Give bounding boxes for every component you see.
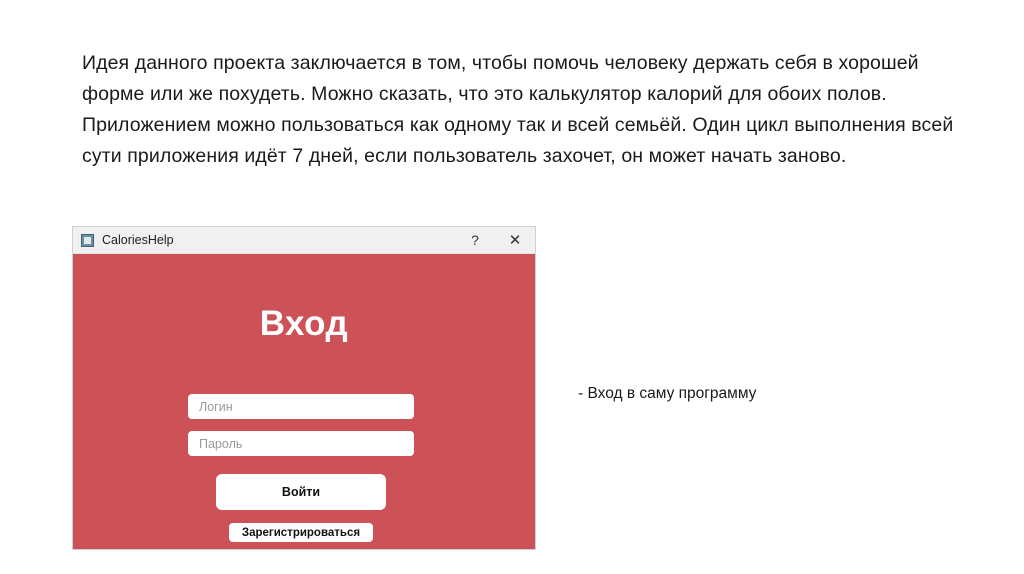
app-window <box>72 226 536 550</box>
title-bar <box>73 227 535 254</box>
close-icon[interactable]: ✕ <box>508 232 522 249</box>
login-form-panel <box>73 254 535 549</box>
help-icon[interactable]: ? <box>471 232 479 248</box>
side-caption: - Вход в саму программу <box>578 385 757 402</box>
page-title: Вход <box>259 304 349 343</box>
login-input[interactable]: Логин <box>188 394 414 419</box>
register-button[interactable]: Зарегистрироваться <box>229 523 373 542</box>
app-icon <box>81 234 94 247</box>
signin-button[interactable]: Войти <box>216 474 386 510</box>
slide-description: Идея данного проекта заключается в том, чтобы помочь человеку держать себя в хорошей форме или же похудеть. Можно сказать, что это калькулятор калорий для обоих полов. Приложением можно пользоваться как одному так и всей семьёй. Один цикл выполнения всей сути приложения идёт 7 дней, если пользователь захочет, он может начать заново. <box>82 52 954 167</box>
password-input[interactable]: Пароль <box>188 431 414 456</box>
window-title: CaloriesHelp <box>102 233 174 247</box>
